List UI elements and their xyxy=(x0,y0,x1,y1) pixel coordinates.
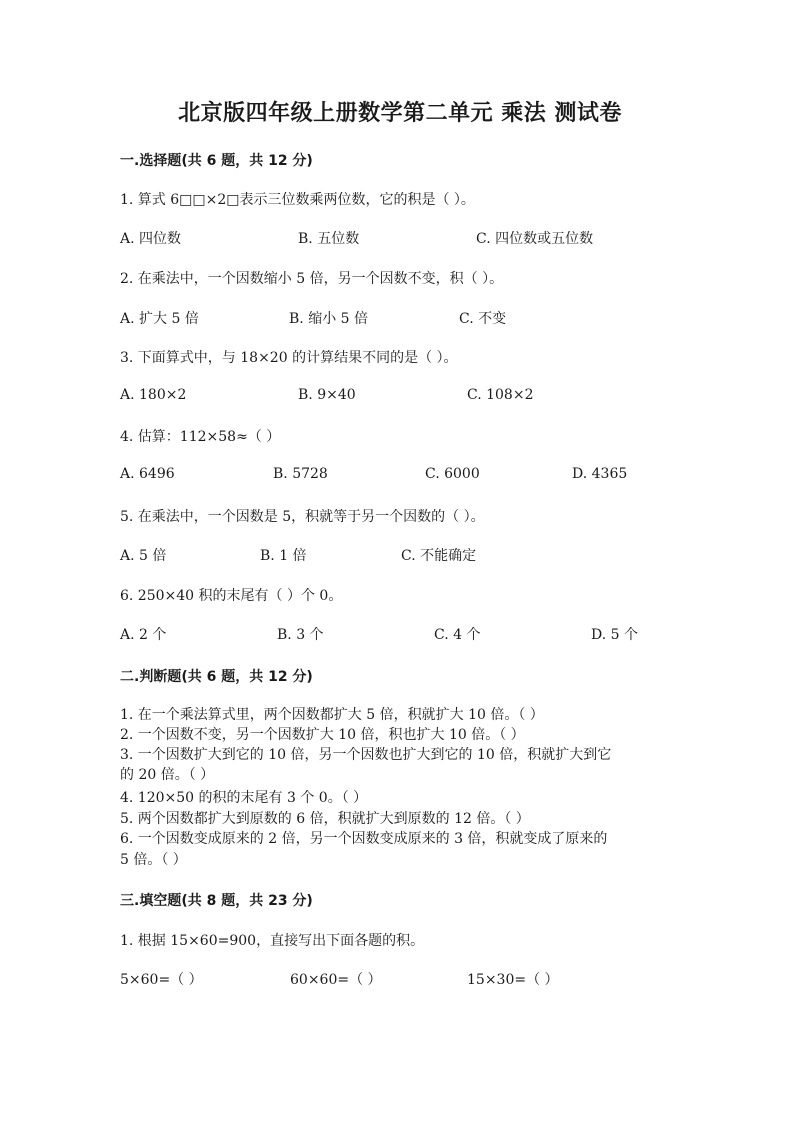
option-a: A. 5 倍 xyxy=(120,548,167,564)
option-c: C. 不变 xyxy=(459,311,507,327)
question-stem: 1. 根据 15×60=900，直接写出下面各题的积。 xyxy=(120,933,425,949)
judgement-line: 的 20 倍。（ ） xyxy=(120,767,215,783)
judgement-line: 4. 120×50 的积的末尾有 3 个 0。（ ） xyxy=(120,790,368,806)
judgement-line: 2. 一个因数不变，另一个因数扩大 10 倍，积也扩大 10 倍。（ ） xyxy=(120,727,525,743)
option-c: C. 4 个 xyxy=(434,627,481,643)
blank-item: 5×60=（ ） xyxy=(120,972,203,988)
option-b: B. 缩小 5 倍 xyxy=(289,311,368,327)
option-b: B. 五位数 xyxy=(298,231,360,247)
option-b: B. 3 个 xyxy=(277,627,324,643)
option-d: D. 5 个 xyxy=(591,627,638,643)
question-stem: 5. 在乘法中，一个因数是 5，积就等于另一个因数的（ ）。 xyxy=(120,509,485,525)
blank-item: 60×60=（ ） xyxy=(290,972,382,988)
option-a: A. 扩大 5 倍 xyxy=(120,311,199,327)
question-stem: 3. 下面算式中，与 18×20 的计算结果不同的是（ ）。 xyxy=(120,350,458,366)
question-stem: 6. 250×40 积的末尾有（ ）个 0。 xyxy=(120,588,343,604)
judgement-line: 6. 一个因数变成原来的 2 倍，另一个因数变成原来的 3 倍，积就变成了原来的 xyxy=(120,831,608,847)
judgement-line: 5 倍。（ ） xyxy=(120,852,187,868)
judgement-line: 1. 在一个乘法算式里，两个因数都扩大 5 倍，积就扩大 10 倍。（ ） xyxy=(120,707,544,723)
option-c: C. 不能确定 xyxy=(401,548,477,564)
judgement-line: 5. 两个因数都扩大到原数的 6 倍，积就扩大到原数的 12 倍。（ ） xyxy=(120,811,530,827)
option-d: D. 4365 xyxy=(572,466,628,482)
page-title: 北京版四年级上册数学第二单元 乘法 测试卷 xyxy=(178,101,622,126)
option-a: A. 6496 xyxy=(120,466,175,482)
section-heading-choice: 一.选择题(共 6 题，共 12 分) xyxy=(120,153,313,169)
option-c: C. 108×2 xyxy=(467,387,534,403)
option-b: B. 1 倍 xyxy=(260,548,307,564)
option-c: C. 四位数或五位数 xyxy=(476,231,594,247)
option-c: C. 6000 xyxy=(425,466,480,482)
option-a: A. 四位数 xyxy=(120,231,182,247)
option-a: A. 2 个 xyxy=(120,627,167,643)
option-b: B. 5728 xyxy=(273,466,328,482)
question-stem: 1. 算式 6□□×2□表示三位数乘两位数，它的积是（ ）。 xyxy=(120,192,475,208)
judgement-line: 3. 一个因数扩大到它的 10 倍，另一个因数也扩大到它的 10 倍，积就扩大到它 xyxy=(120,747,612,763)
section-heading-judgement: 二.判断题(共 6 题，共 12 分) xyxy=(120,669,313,685)
question-stem: 4. 估算：112×58≈（ ） xyxy=(120,429,281,445)
section-heading-fill: 三.填空题(共 8 题，共 23 分) xyxy=(120,893,313,909)
option-a: A. 180×2 xyxy=(120,387,187,403)
question-stem: 2. 在乘法中，一个因数缩小 5 倍，另一个因数不变，积（ ）。 xyxy=(120,271,504,287)
option-b: B. 9×40 xyxy=(298,387,356,403)
blank-item: 15×30=（ ） xyxy=(467,972,559,988)
